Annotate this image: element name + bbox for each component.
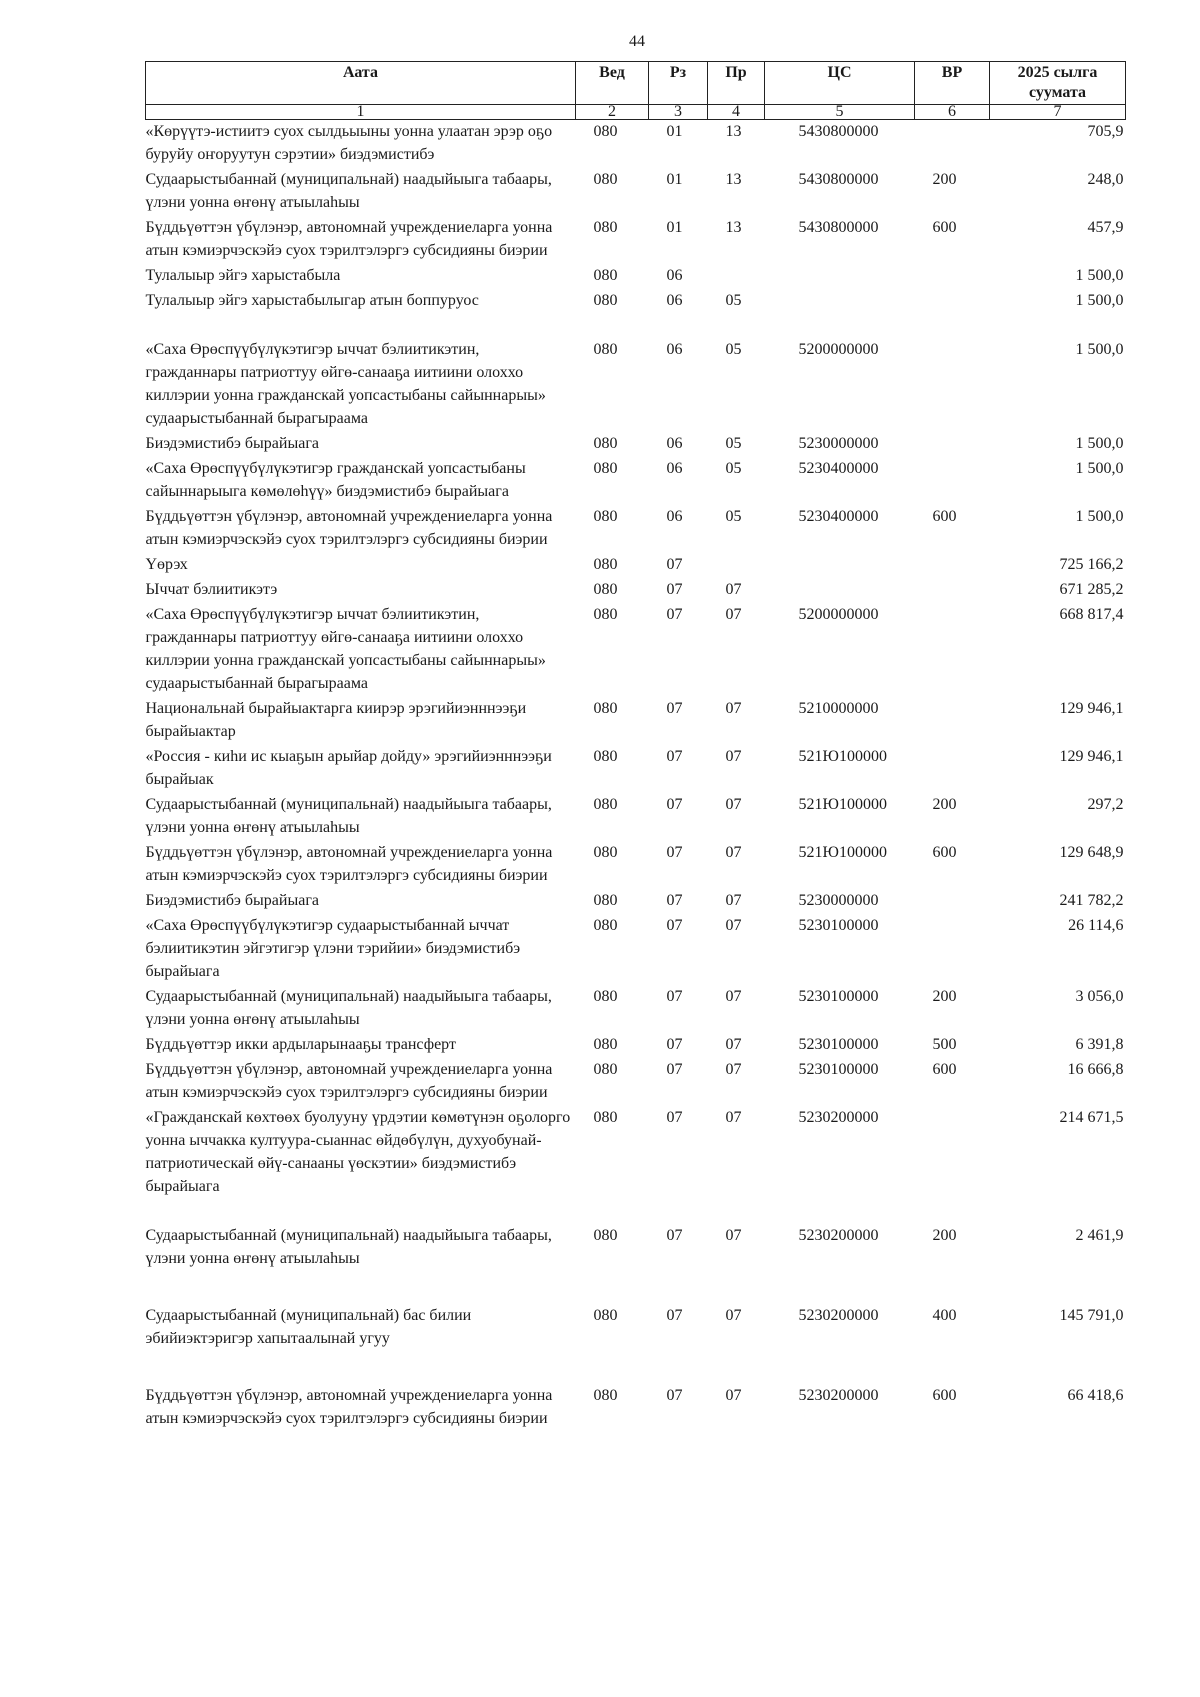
- row-ved: 080: [593, 1387, 618, 1404]
- row-ved: 080: [593, 123, 618, 140]
- table-row: [146, 432, 1126, 457]
- row-name: Биэдэмистибэ бырайыага: [145, 892, 319, 909]
- row-name: Бүддьүөттэн үбүлэнэр, автономнай учреждениеларга уонна атын кэмиэрчэскэйэ суох тэрилтэлэргэ субсидияны биэрии: [145, 844, 553, 884]
- table-row: [146, 289, 1126, 314]
- row-sum: 16 666,8: [1067, 1061, 1124, 1078]
- row-sum: 214 671,5: [1059, 1109, 1124, 1126]
- row-name: Судаарыстыбаннай (муниципальнай) наадыйыыга табаары, үлэни уонна өҥөнү атыылаһыы: [145, 988, 552, 1028]
- row-pr: 05: [725, 460, 742, 477]
- row-ved: 080: [593, 267, 618, 284]
- row-rz: 07: [666, 606, 683, 623]
- table-row: [146, 603, 1126, 697]
- row-sum: 671 285,2: [1059, 581, 1124, 598]
- row-vr: 500: [932, 1036, 957, 1053]
- row-vr: [915, 553, 990, 578]
- row-name: «Саха Өрөспүүбүлүкэтигэр ыччат бэлиитикэтин, гражданнары патриоттуу өйгө-санааҕа иитиини олоххо киллэрии уонна гражданскай уопсастыбаны сайыннарыы» судаарыстыбаннай бырагыраама: [145, 341, 546, 427]
- row-sum: 26 114,6: [1068, 917, 1124, 934]
- row-vr: [915, 914, 990, 985]
- table-row: [146, 1200, 1126, 1272]
- row-cs: 521Ю100000: [798, 796, 887, 813]
- row-rz: 06: [666, 292, 683, 309]
- row-ved: 080: [593, 1307, 618, 1324]
- table-row: [146, 793, 1126, 841]
- row-ved: 080: [593, 1036, 618, 1053]
- row-ved: 080: [593, 219, 618, 236]
- row-name: Үөрэх: [145, 556, 188, 573]
- row-rz: 07: [666, 892, 683, 909]
- row-ved: 080: [593, 556, 618, 573]
- row-sum: 1 500,0: [1075, 435, 1124, 452]
- row-cs: 5200000000: [798, 606, 879, 623]
- row-ved: 080: [593, 1109, 618, 1126]
- table-row: [146, 841, 1126, 889]
- column-number-row: [146, 105, 1126, 120]
- row-name: «Көрүүтэ-истиитэ суох сылдьыыны уонна улаатан эрэр оҕо буруйу оҥоруутун сэрэтии» биэдэмистибэ: [145, 123, 553, 163]
- row-ved: 080: [593, 700, 618, 717]
- row-ved: 080: [593, 435, 618, 452]
- budget-table: [145, 61, 1126, 1432]
- row-cs: 5230100000: [798, 1061, 879, 1078]
- row-ved: 080: [593, 606, 618, 623]
- row-rz: 07: [666, 1036, 683, 1053]
- table-row: [146, 1033, 1126, 1058]
- row-pr: 07: [725, 1227, 742, 1244]
- column-number: 5: [765, 105, 915, 120]
- row-name: Ыччат бэлиитикэтэ: [145, 581, 278, 598]
- row-sum: 725 166,2: [1059, 556, 1124, 573]
- row-pr: 07: [725, 892, 742, 909]
- row-name: «Саха Өрөспүүбүлүкэтигэр гражданскай уопсастыбаны сайыннарыыга көмөлөһүү» биэдэмистибэ бырайыага: [145, 460, 526, 500]
- row-sum: 1 500,0: [1075, 267, 1124, 284]
- row-cs: 5230100000: [798, 988, 879, 1005]
- row-sum: 668 817,4: [1059, 606, 1124, 623]
- row-sum: 297,2: [1087, 796, 1124, 813]
- row-ved: 080: [593, 892, 618, 909]
- row-rz: 07: [666, 581, 683, 598]
- row-cs: 521Ю100000: [798, 748, 887, 765]
- row-sum: 1 500,0: [1075, 508, 1124, 525]
- row-sum: 129 648,9: [1059, 844, 1124, 861]
- row-rz: 07: [666, 917, 683, 934]
- table-row: [146, 1272, 1126, 1352]
- row-cs: 5430800000: [798, 123, 879, 140]
- row-name: «Саха Өрөспүүбүлүкэтигэр судаарыстыбаннай ыччат бэлиитикэтин эйгэтигэр үлэни тэрийии» биэдэмистибэ бырайыага: [145, 917, 521, 980]
- row-rz: 07: [666, 988, 683, 1005]
- row-cs: 5230200000: [798, 1307, 879, 1324]
- table-row: [146, 578, 1126, 603]
- row-pr: 07: [725, 581, 742, 598]
- row-sum: 705,9: [1087, 123, 1124, 140]
- row-cs: 5230200000: [798, 1387, 879, 1404]
- row-vr: 600: [932, 1061, 957, 1078]
- row-pr: 07: [725, 844, 742, 861]
- column-number: 3: [649, 105, 708, 120]
- row-sum: 66 418,6: [1067, 1387, 1124, 1404]
- row-vr: 600: [932, 1387, 957, 1404]
- row-vr: 200: [932, 171, 957, 188]
- row-vr: [915, 697, 990, 745]
- row-cs: 5230000000: [798, 892, 879, 909]
- row-ved: 080: [593, 988, 618, 1005]
- row-pr: 07: [725, 700, 742, 717]
- row-vr: [915, 889, 990, 914]
- table-row: [146, 889, 1126, 914]
- row-rz: 07: [666, 748, 683, 765]
- row-ved: 080: [593, 292, 618, 309]
- column-number: 2: [576, 105, 649, 120]
- table-row: [146, 216, 1126, 264]
- row-pr: 05: [725, 435, 742, 452]
- row-sum: 129 946,1: [1059, 748, 1124, 765]
- row-sum: 2 461,9: [1075, 1227, 1124, 1244]
- row-vr: [915, 603, 990, 697]
- table-row: [146, 745, 1126, 793]
- table-row: [146, 264, 1126, 289]
- table-row: [146, 1352, 1126, 1432]
- row-pr: 07: [725, 1109, 742, 1126]
- row-pr: 07: [725, 1307, 742, 1324]
- row-sum: 1 500,0: [1075, 460, 1124, 477]
- row-sum: 6 391,8: [1075, 1036, 1124, 1053]
- row-cs: 521Ю100000: [798, 844, 887, 861]
- row-ved: 080: [593, 844, 618, 861]
- row-vr: 200: [932, 1227, 957, 1244]
- header-vr: ВР: [915, 62, 990, 105]
- page-number: 44: [629, 33, 645, 50]
- row-sum: 248,0: [1087, 171, 1124, 188]
- table-row: [146, 697, 1126, 745]
- table-body: [146, 120, 1126, 1433]
- row-vr: [915, 578, 990, 603]
- table-row: [146, 314, 1126, 432]
- row-name: Судаарыстыбаннай (муниципальнай) наадыйыыга табаары, үлэни уонна өҥөнү атыылаһыы: [145, 171, 552, 211]
- table-row: [146, 168, 1126, 216]
- row-ved: 080: [593, 341, 618, 358]
- row-name: Биэдэмистибэ бырайыага: [145, 435, 319, 452]
- column-number: 1: [146, 105, 576, 120]
- row-rz: 07: [666, 556, 683, 573]
- row-pr: [708, 264, 765, 289]
- header-name: Аата: [146, 62, 576, 105]
- row-name: Национальнай бырайыактарга киирэр эрэгийиэнннээҕи бырайыактар: [145, 700, 527, 740]
- row-ved: 080: [593, 508, 618, 525]
- row-vr: [915, 457, 990, 505]
- row-cs: [765, 264, 915, 289]
- row-name: Судаарыстыбаннай (муниципальнай) наадыйыыга табаары, үлэни уонна өҥөнү атыылаһыы: [145, 796, 552, 836]
- row-rz: 07: [666, 1227, 683, 1244]
- table-row: [146, 985, 1126, 1033]
- row-vr: [915, 264, 990, 289]
- row-vr: [915, 1106, 990, 1200]
- header-row: [146, 62, 1126, 105]
- row-rz: 07: [666, 700, 683, 717]
- row-ved: 080: [593, 171, 618, 188]
- row-vr: [915, 289, 990, 314]
- row-cs: 5230200000: [798, 1227, 879, 1244]
- row-pr: 05: [725, 508, 742, 525]
- row-name: Бүддьүөттэр икки ардыларынааҕы трансферт: [145, 1036, 456, 1053]
- row-name: Бүддьүөттэн үбүлэнэр, автономнай учреждениеларга уонна атын кэмиэрчэскэйэ суох тэрилтэлэргэ субсидияны биэрии: [145, 1387, 553, 1427]
- table-row: [146, 1058, 1126, 1106]
- row-cs: 5210000000: [798, 700, 879, 717]
- row-vr: [915, 120, 990, 169]
- row-cs: 5200000000: [798, 341, 879, 358]
- row-name: Судаарыстыбаннай (муниципальнай) наадыйыыга табаары, үлэни уонна өҥөнү атыылаһыы: [145, 1227, 552, 1267]
- row-name: Бүддьүөттэн үбүлэнэр, автономнай учреждениеларга уонна атын кэмиэрчэскэйэ суох тэрилтэлэргэ субсидияны биэрии: [145, 508, 553, 548]
- row-pr: 05: [725, 341, 742, 358]
- row-vr: 200: [932, 988, 957, 1005]
- row-name: Тулалыыр эйгэ харыстабылыгар атын боппуруос: [145, 292, 479, 309]
- row-pr: 07: [725, 1061, 742, 1078]
- row-name: Тулалыыр эйгэ харыстабыла: [145, 267, 341, 284]
- column-number: 4: [708, 105, 765, 120]
- row-name: Судаарыстыбаннай (муниципальнай) бас билии эбийиэктэригэр хапытаалынай угуу: [145, 1307, 472, 1347]
- row-name: «Саха Өрөспүүбүлүкэтигэр ыччат бэлиитикэтин, гражданнары патриоттуу өйгө-санааҕа иитиини олоххо киллэрии уонна гражданскай уопсастыбаны сайыннарыы» судаарыстыбаннай бырагыраама: [145, 606, 546, 692]
- header-cs: ЦС: [765, 62, 915, 105]
- row-vr: 600: [932, 844, 957, 861]
- row-name: Бүддьүөттэн үбүлэнэр, автономнай учреждениеларга уонна атын кэмиэрчэскэйэ суох тэрилтэлэргэ субсидияны биэрии: [145, 1061, 553, 1101]
- row-cs: [765, 553, 915, 578]
- row-pr: 07: [725, 1387, 742, 1404]
- table-row: [146, 120, 1126, 169]
- row-pr: 13: [725, 171, 742, 188]
- row-vr: [915, 432, 990, 457]
- row-pr: 05: [725, 292, 742, 309]
- row-sum: 3 056,0: [1075, 988, 1124, 1005]
- row-cs: [765, 289, 915, 314]
- row-vr: 400: [932, 1307, 957, 1324]
- row-ved: 080: [593, 796, 618, 813]
- row-ved: 080: [593, 1061, 618, 1078]
- budget-table-container: [145, 61, 1125, 1432]
- table-row: [146, 457, 1126, 505]
- table-row: [146, 1106, 1126, 1200]
- row-pr: [708, 553, 765, 578]
- row-rz: 07: [666, 1307, 683, 1324]
- row-sum: 241 782,2: [1059, 892, 1124, 909]
- header-sum: 2025 сылга суумата: [990, 62, 1126, 105]
- table-row: [146, 505, 1126, 553]
- row-rz: 07: [666, 1061, 683, 1078]
- row-vr: 600: [932, 219, 957, 236]
- row-rz: 07: [666, 796, 683, 813]
- column-number: 6: [915, 105, 990, 120]
- header-rz: Рз: [649, 62, 708, 105]
- row-vr: [915, 745, 990, 793]
- row-ved: 080: [593, 748, 618, 765]
- row-sum: 129 946,1: [1059, 700, 1124, 717]
- row-cs: 5430800000: [798, 171, 879, 188]
- column-number: 7: [990, 105, 1126, 120]
- row-pr: 07: [725, 917, 742, 934]
- row-pr: 07: [725, 1036, 742, 1053]
- row-rz: 06: [666, 267, 683, 284]
- row-name: «Гражданскай көхтөөх буолууну үрдэтии көмөтүнэн оҕолорго уонна ыччакка култуура-сыаннас өйдөбүлүн, духуобунай-патриотическай өйү-санааны үөскэтии» биэдэмистибэ бырайыага: [145, 1109, 571, 1195]
- row-vr: 600: [932, 508, 957, 525]
- row-name: Бүддьүөттэн үбүлэнэр, автономнай учреждениеларга уонна атын кэмиэрчэскэйэ суох тэрилтэлэргэ субсидияны биэрии: [145, 219, 553, 259]
- row-sum: 145 791,0: [1059, 1307, 1124, 1324]
- table-header: [146, 62, 1126, 120]
- row-pr: 13: [725, 123, 742, 140]
- row-rz: 06: [666, 460, 683, 477]
- row-rz: 07: [666, 1109, 683, 1126]
- row-rz: 01: [666, 219, 683, 236]
- row-ved: 080: [593, 1227, 618, 1244]
- table-row: [146, 553, 1126, 578]
- row-pr: 13: [725, 219, 742, 236]
- header-pr: Пр: [708, 62, 765, 105]
- row-cs: 5230000000: [798, 435, 879, 452]
- row-sum: 1 500,0: [1075, 341, 1124, 358]
- header-ved: Вед: [576, 62, 649, 105]
- row-cs: 5230100000: [798, 1036, 879, 1053]
- row-ved: 080: [593, 581, 618, 598]
- row-rz: 07: [666, 1387, 683, 1404]
- row-rz: 01: [666, 123, 683, 140]
- row-vr: 200: [932, 796, 957, 813]
- row-cs: 5230200000: [798, 1109, 879, 1126]
- row-pr: 07: [725, 606, 742, 623]
- row-sum: 1 500,0: [1075, 292, 1124, 309]
- row-pr: 07: [725, 988, 742, 1005]
- row-rz: 07: [666, 844, 683, 861]
- row-rz: 06: [666, 435, 683, 452]
- row-cs: 5230400000: [798, 508, 879, 525]
- row-cs: 5230100000: [798, 917, 879, 934]
- row-rz: 06: [666, 341, 683, 358]
- row-sum: 457,9: [1087, 219, 1124, 236]
- row-ved: 080: [593, 917, 618, 934]
- row-cs: 5430800000: [798, 219, 879, 236]
- row-rz: 06: [666, 508, 683, 525]
- row-vr: [915, 314, 990, 432]
- row-cs: [765, 578, 915, 603]
- row-rz: 01: [666, 171, 683, 188]
- table-row: [146, 914, 1126, 985]
- row-ved: 080: [593, 460, 618, 477]
- row-name: «Россия - киһи ис кыаҕын арыйар дойду» эрэгийиэнннээҕи бырайыак: [145, 748, 552, 788]
- row-pr: 07: [725, 796, 742, 813]
- row-pr: 07: [725, 748, 742, 765]
- row-cs: 5230400000: [798, 460, 879, 477]
